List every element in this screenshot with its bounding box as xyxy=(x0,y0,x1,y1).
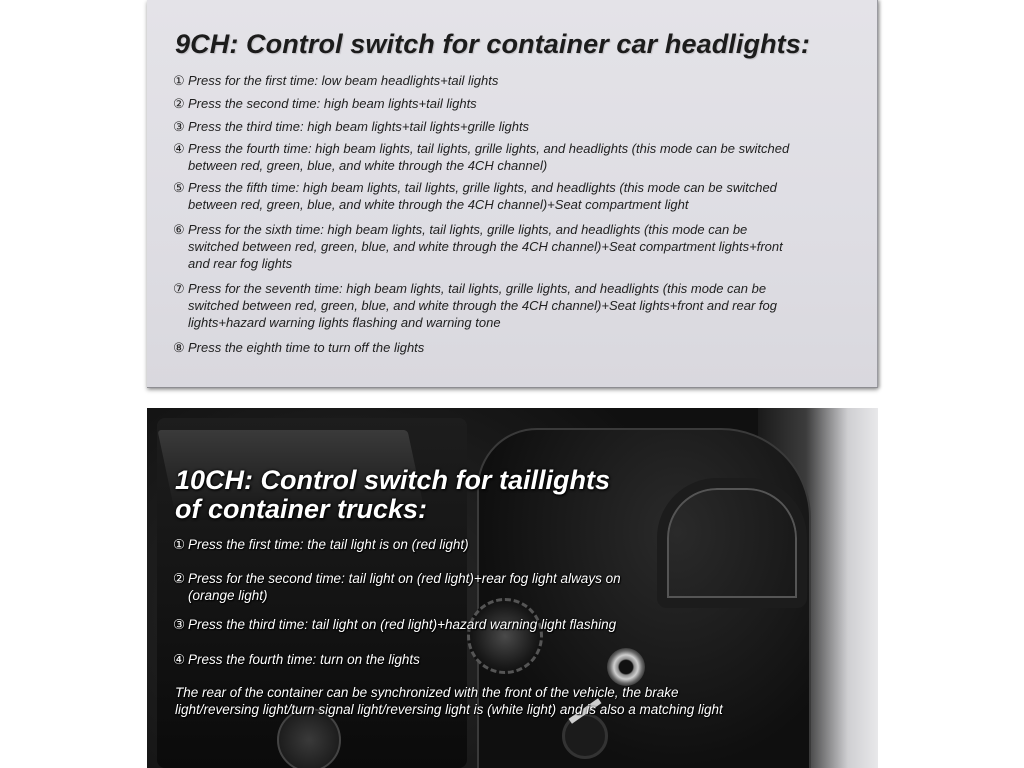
list-item-10ch-4 xyxy=(173,651,813,668)
item-number: ④ xyxy=(173,652,186,667)
list-item-9ch-6 xyxy=(173,221,863,272)
list-item-9ch-8 xyxy=(173,339,863,356)
list-item-9ch-4 xyxy=(173,140,863,174)
item-number: ① xyxy=(173,73,185,88)
list-item-10ch-1 xyxy=(173,536,813,553)
panel-9ch xyxy=(147,0,878,388)
item-text: Press the first time: the tail light is on (red light) xyxy=(188,537,469,552)
item-text-cont: switched between red, green, blue, and white through the 4CH channel)+Seat compartment lights+front xyxy=(188,239,783,254)
item-text: Press the third time: tail light on (red light)+hazard warning light flashing xyxy=(188,617,617,632)
item-text-cont: and rear fog lights xyxy=(188,256,293,271)
item-number: ⑤ xyxy=(173,180,185,195)
title-10ch xyxy=(175,466,610,524)
item-text-cont: (orange light) xyxy=(188,588,268,603)
item-number: ② xyxy=(173,571,186,586)
note-line-2: light/reversing light/turn signal light/reversing light is (white light) and is also a matching light xyxy=(175,702,723,717)
item-text: Press for the second time: tail light on (red light)+rear fog light always on xyxy=(188,571,621,586)
note-10ch xyxy=(175,684,815,718)
item-number: ④ xyxy=(173,141,185,156)
item-number: ② xyxy=(173,96,185,111)
item-text: Press the eighth time to turn off the lights xyxy=(188,340,425,355)
item-number: ① xyxy=(173,537,186,552)
panel-10ch xyxy=(147,408,878,768)
item-text: Press for the sixth time: high beam lights, tail lights, grille lights, and headlights (this mode can be xyxy=(188,222,748,237)
item-number: ⑥ xyxy=(173,222,185,237)
item-number: ③ xyxy=(173,119,185,134)
list-item-9ch-3 xyxy=(173,118,863,135)
list-item-9ch-7 xyxy=(173,280,863,331)
list-item-10ch-2 xyxy=(173,570,813,604)
item-text-cont: between red, green, blue, and white through the 4CH channel) xyxy=(188,158,548,173)
title-10ch-line-1: 10CH: Control switch for taillights xyxy=(175,465,611,495)
item-number: ⑧ xyxy=(173,340,185,355)
item-text-cont: lights+hazard warning lights flashing and warning tone xyxy=(188,315,501,330)
item-text: Press the fifth time: high beam lights, tail lights, grille lights, and headlights (this mode can be switched xyxy=(188,180,777,195)
item-number: ③ xyxy=(173,617,186,632)
item-number: ⑦ xyxy=(173,281,185,296)
item-text-cont: between red, green, blue, and white through the 4CH channel)+Seat compartment light xyxy=(188,197,689,212)
item-text: Press the fourth time: turn on the lights xyxy=(188,652,420,667)
title-9ch: 9CH: Control switch for container car headlights: xyxy=(175,29,810,59)
item-text: Press the fourth time: high beam lights, tail lights, grille lights, and headlights (this mode can be switched xyxy=(188,141,790,156)
list-item-9ch-5 xyxy=(173,179,863,213)
list-item-10ch-3 xyxy=(173,616,813,633)
item-text: Press the second time: high beam lights+tail lights xyxy=(188,96,477,111)
list-item-9ch-2 xyxy=(173,95,863,112)
note-line-1: The rear of the container can be synchronized with the front of the vehicle, the brake xyxy=(175,685,679,700)
list-item-9ch-1 xyxy=(173,72,863,89)
item-text-cont: switched between red, green, blue, and white through the 4CH channel)+Seat lights+front and rear fog xyxy=(188,298,777,313)
title-10ch-line-2: of container trucks: xyxy=(175,494,428,524)
item-text: Press for the first time: low beam headlights+tail lights xyxy=(188,73,499,88)
item-text: Press for the seventh time: high beam lights, tail lights, grille lights, and headlights (this mode can be xyxy=(188,281,767,296)
item-text: Press the third time: high beam lights+tail lights+grille lights xyxy=(188,119,530,134)
